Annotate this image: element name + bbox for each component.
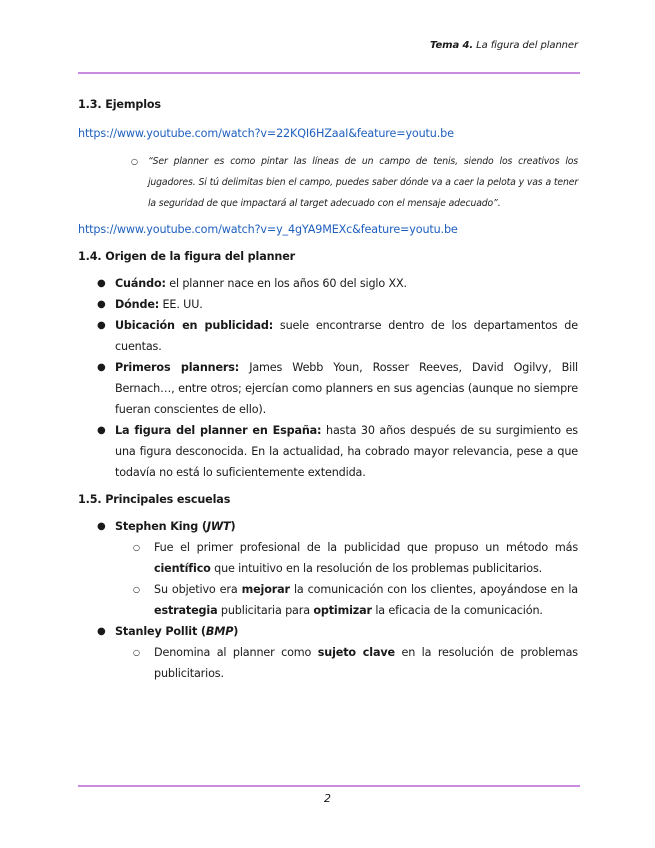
youtube-link-1[interactable]: https://www.youtube.com/watch?v=22KQI6HZaaI&feature=youtu.be [78, 127, 454, 140]
pollit-sublist [115, 642, 578, 684]
list-item [78, 294, 578, 315]
circle-bullet-icon: ○ [133, 543, 140, 552]
header-topic: Tema 4. [430, 40, 474, 51]
section-heading-1-5: 1.5. Principales escuelas [78, 493, 231, 506]
item-label: Primeros planners: [115, 361, 240, 374]
sub-text: la comunicación con los clientes, apoyándose en la [289, 583, 578, 596]
king-close: ) [230, 520, 236, 533]
pollit-close: ) [233, 625, 239, 638]
sub-text: que intuitivo en la resolución de los problemas publicitarios. [210, 562, 543, 575]
page-number: 2 [324, 792, 331, 805]
bullet-icon: ● [97, 626, 106, 637]
sub-text: en la resolución de problemas publicitarios. [154, 646, 578, 680]
origin-list [78, 273, 578, 483]
circle-bullet-icon: ○ [133, 585, 140, 594]
list-item [78, 315, 578, 357]
quote-block [78, 151, 578, 214]
header-rule [78, 72, 580, 74]
bullet-icon: ● [97, 425, 106, 436]
schools-list [78, 516, 578, 684]
sub-bold: sujeto clave [317, 646, 395, 659]
circle-bullet-icon: ○ [131, 157, 138, 166]
page-header [78, 40, 578, 51]
page-content [78, 98, 578, 684]
youtube-link-2[interactable]: https://www.youtube.com/watch?v=y_4gYA9MEXc&feature=youtu.be [78, 223, 458, 236]
item-label: Dónde: [115, 298, 160, 311]
item-text: suele encontrarse dentro de los departamentos de cuentas. [115, 319, 578, 353]
item-label: Cuándo: [115, 277, 166, 290]
item-text: el planner nace en los años 60 del siglo XX. [165, 277, 407, 290]
sub-text: Denomina al planner como [154, 646, 318, 659]
king-name: Stephen King ( [115, 520, 207, 533]
item-label: La figura del planner en España: [115, 424, 322, 437]
sub-bold: optimizar [313, 604, 372, 617]
sub-bold: estrategia [154, 604, 218, 617]
list-item [78, 357, 578, 420]
circle-bullet-icon: ○ [133, 648, 140, 657]
list-item-pollit [78, 621, 578, 684]
pollit-name: Stanley Pollit ( [115, 625, 206, 638]
pollit-abbr: BMP [205, 625, 234, 638]
bullet-icon: ● [97, 521, 106, 532]
sub-text: Su objetivo era [154, 583, 242, 596]
sub-text: la eficacia de la comunicación. [371, 604, 543, 617]
sub-list-item [115, 579, 578, 621]
section-heading-1-3: 1.3. Ejemplos [78, 98, 161, 111]
bullet-icon: ● [97, 299, 106, 310]
section-heading-1-4: 1.4. Origen de la figura del planner [78, 250, 296, 263]
item-text: EE. UU. [159, 298, 203, 311]
sub-list-item [115, 642, 578, 684]
sub-text: publicitaria para [217, 604, 314, 617]
king-sublist [115, 537, 578, 621]
sub-text: Fue el primer profesional de la publicidad que propuso un método más [154, 541, 578, 554]
footer-rule [78, 785, 580, 787]
item-text: hasta 30 años después de su surgimiento es una figura desconocida. En la actualidad, ha cobrado mayor relevancia, pese a que todavía no está lo suficientemente extendida. [115, 424, 578, 479]
item-label: Ubicación en publicidad: [115, 319, 274, 332]
bullet-icon: ● [97, 320, 106, 331]
king-abbr: JWT [206, 520, 231, 533]
sub-bold: científico [154, 562, 211, 575]
list-item [78, 420, 578, 483]
bullet-icon: ● [97, 362, 106, 373]
list-item-king [78, 516, 578, 621]
list-item [78, 273, 578, 294]
item-text: James Webb Youn, Rosser Reeves, David Ogilvy, Bill Bernach…, entre otros; ejercían como planners en sus agencias (aunque no siempre fueran conscientes de ello). [115, 361, 578, 416]
bullet-icon: ● [97, 278, 106, 289]
header-title: La figura del planner [473, 40, 578, 51]
quote-text: “Ser planner es como pintar las líneas de un campo de tenis, siendo los creativos los jugadores. Si tú delimitas bien el campo, puedes saber dónde va a caer la pelota y vas a tener la seguridad de que impactará al target adecuado con el mensaje adecuado”. [148, 156, 578, 209]
sub-list-item [115, 537, 578, 579]
sub-bold: mejorar [241, 583, 290, 596]
